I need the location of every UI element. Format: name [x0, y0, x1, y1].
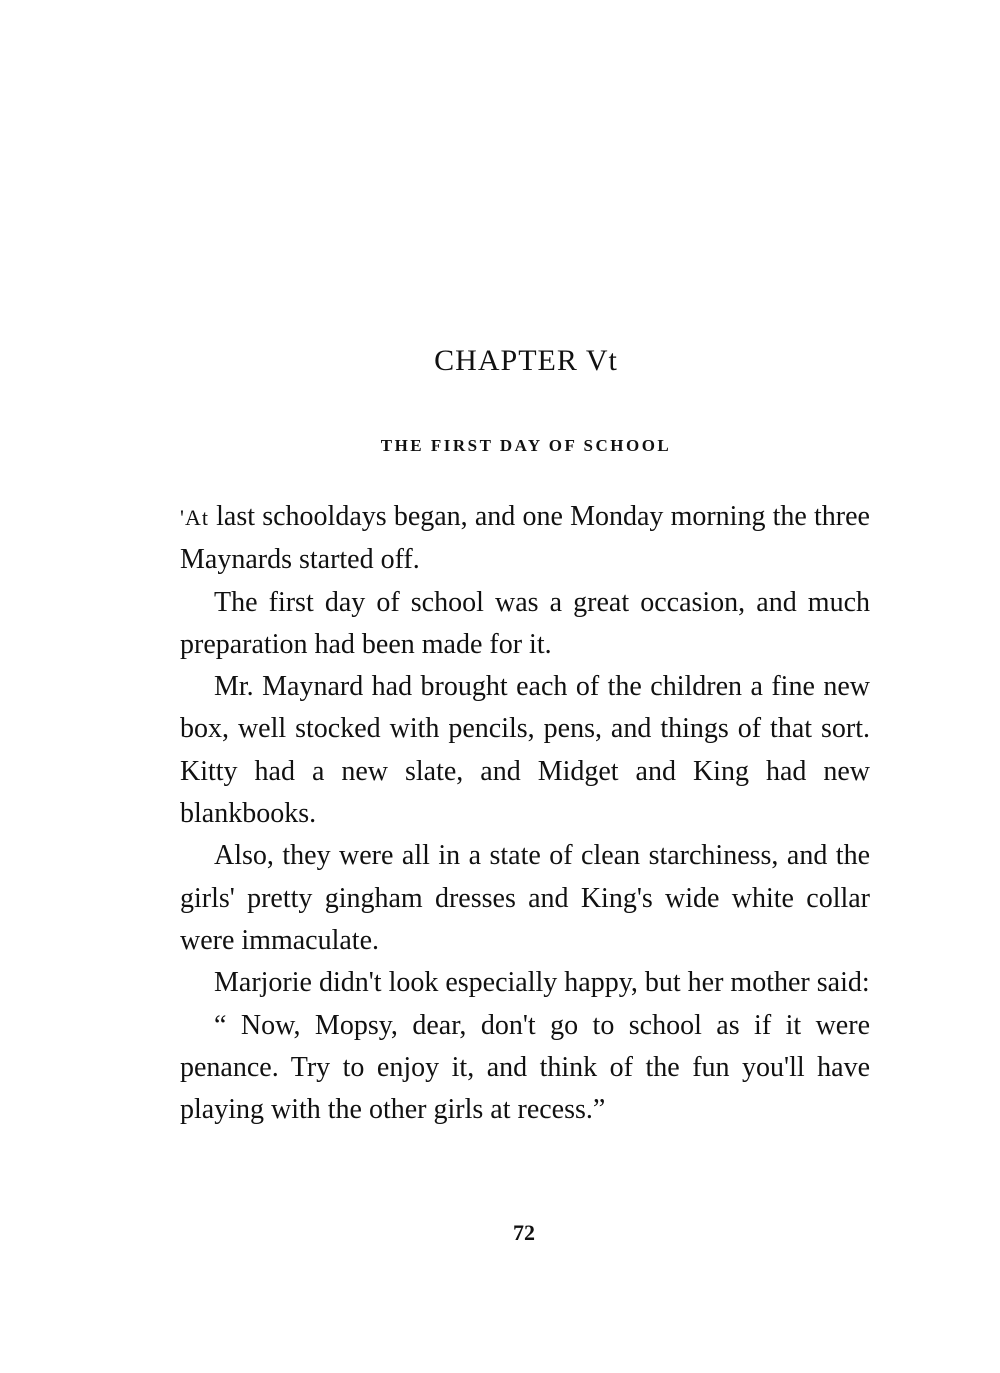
paragraph-5: Marjorie didn't look especially happy, but her mother said: — [214, 967, 870, 999]
chapter-title: CHAPTER Vt — [434, 344, 618, 377]
chapter-subtitle: THE FIRST DAY OF SCHOOL — [380, 436, 672, 455]
paragraph-lead-small-caps: 'At — [180, 505, 209, 530]
paragraph-4: Also, they were all in a state of clean starchiness, and the girls' pretty gingham dresses and King's wide white collar were immaculate. — [180, 840, 870, 956]
paragraph-2: The first day of school was a great occasion, and much preparation had been made for it. — [180, 586, 870, 660]
paragraph-1 — [180, 496, 870, 582]
body-text — [180, 496, 870, 1131]
page-number: 72 — [513, 1220, 535, 1245]
paragraph-text: last schooldays began, and one Monday morning the three Maynards started off. — [180, 501, 870, 576]
paragraph-3: Mr. Maynard had brought each of the children a fine new box, well stocked with pencils, pens, and things of that sort. Kitty had a new slate, and Midget and King had new blankbooks. — [180, 671, 870, 830]
paragraph-6: “ Now, Mopsy, dear, don't go to school as if it were penance. Try to enjoy it, and think of the fun you'll have playing with the other girls at recess.” — [180, 1009, 870, 1126]
